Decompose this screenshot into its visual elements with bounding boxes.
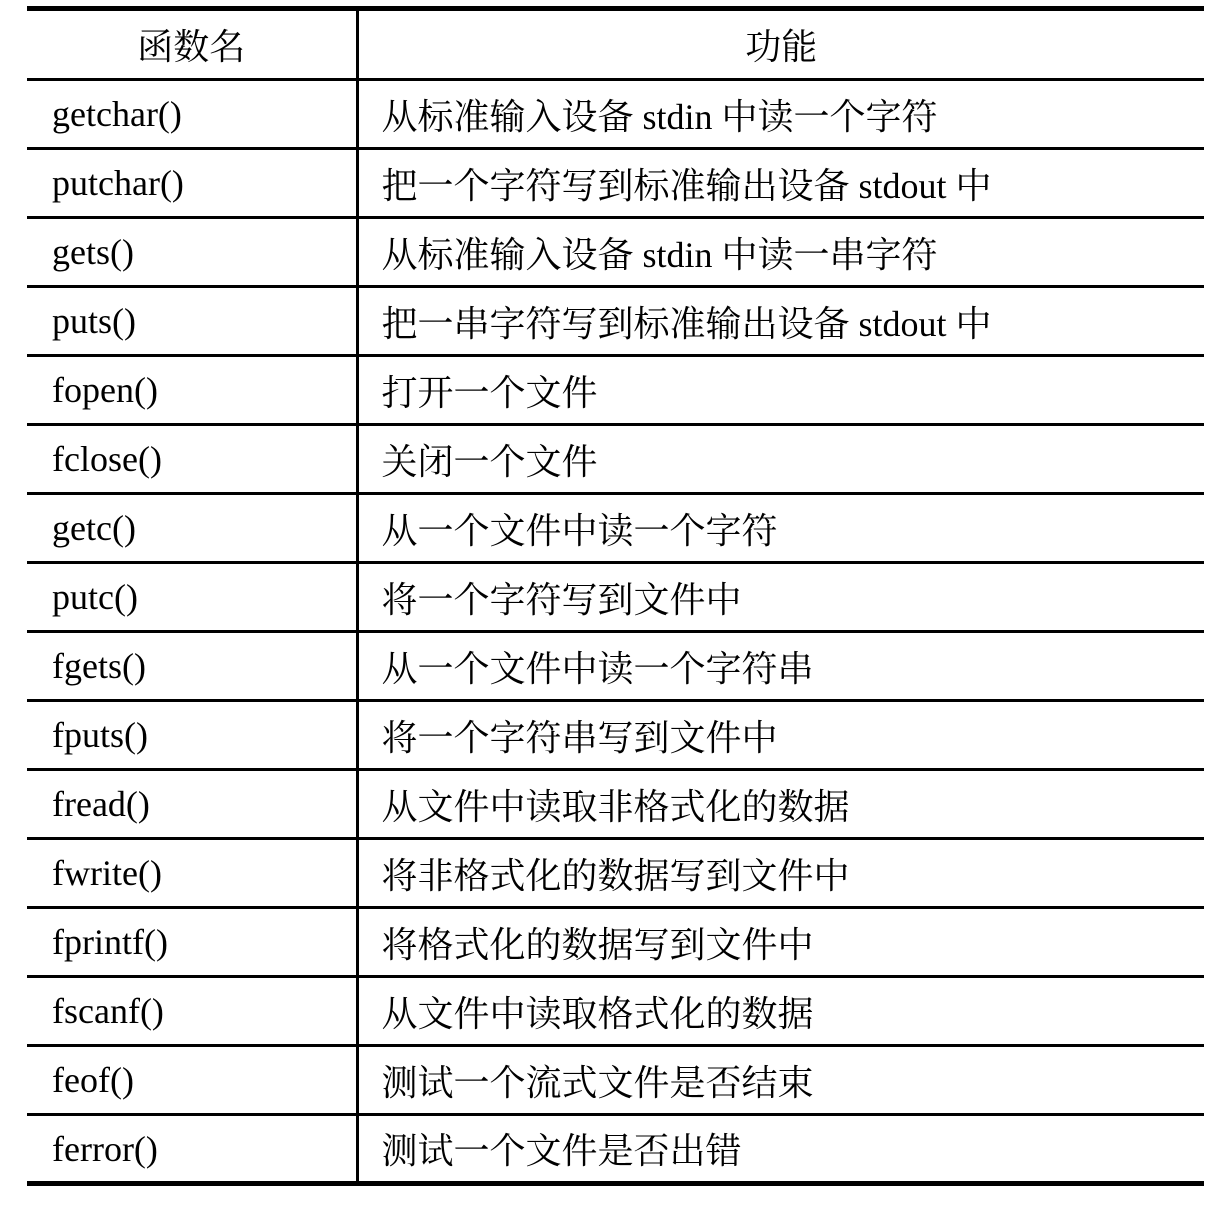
- table-row: [27, 149, 1204, 218]
- function-name-cell: fgets(): [27, 632, 357, 701]
- table-row: [27, 356, 1204, 425]
- function-name-cell: fscanf(): [27, 977, 357, 1046]
- function-description-cell: 从文件中读取非格式化的数据: [357, 770, 1204, 839]
- table-row: [27, 839, 1204, 908]
- table-row: [27, 287, 1204, 356]
- table-row: [27, 425, 1204, 494]
- function-description-cell: 打开一个文件: [357, 356, 1204, 425]
- function-description-cell: 将一个字符写到文件中: [357, 563, 1204, 632]
- function-name-cell: gets(): [27, 218, 357, 287]
- function-name-cell: fopen(): [27, 356, 357, 425]
- table-row: [27, 701, 1204, 770]
- table-row: [27, 80, 1204, 149]
- table-row: [27, 632, 1204, 701]
- function-description-cell: 将非格式化的数据写到文件中: [357, 839, 1204, 908]
- function-name-cell: putchar(): [27, 149, 357, 218]
- function-name-cell: fputs(): [27, 701, 357, 770]
- function-name-cell: feof(): [27, 1046, 357, 1115]
- function-name-cell: getc(): [27, 494, 357, 563]
- function-name-cell: getchar(): [27, 80, 357, 149]
- table-row: [27, 218, 1204, 287]
- table-row: [27, 1046, 1204, 1115]
- function-description-cell: 关闭一个文件: [357, 425, 1204, 494]
- table-row: [27, 908, 1204, 977]
- function-description-cell: 从标准输入设备 stdin 中读一串字符: [357, 218, 1204, 287]
- function-name-cell: fprintf(): [27, 908, 357, 977]
- function-description-cell: 从一个文件中读一个字符串: [357, 632, 1204, 701]
- header-row: [27, 9, 1204, 80]
- table-header: [27, 9, 1204, 80]
- function-name-cell: putc(): [27, 563, 357, 632]
- header-function-name: 函数名: [27, 9, 357, 80]
- table-body: [27, 80, 1204, 1184]
- function-description-cell: 从标准输入设备 stdin 中读一个字符: [357, 80, 1204, 149]
- table-row: [27, 977, 1204, 1046]
- function-name-cell: puts(): [27, 287, 357, 356]
- function-description-cell: 将一个字符串写到文件中: [357, 701, 1204, 770]
- function-description-cell: 测试一个流式文件是否结束: [357, 1046, 1204, 1115]
- function-name-cell: ferror(): [27, 1115, 357, 1184]
- table-row: [27, 1115, 1204, 1184]
- function-table: [27, 6, 1204, 1186]
- function-description-cell: 从文件中读取格式化的数据: [357, 977, 1204, 1046]
- function-name-cell: fwrite(): [27, 839, 357, 908]
- table-row: [27, 563, 1204, 632]
- function-description-cell: 从一个文件中读一个字符: [357, 494, 1204, 563]
- function-description-cell: 把一串字符写到标准输出设备 stdout 中: [357, 287, 1204, 356]
- function-description-cell: 把一个字符写到标准输出设备 stdout 中: [357, 149, 1204, 218]
- table-row: [27, 770, 1204, 839]
- function-name-cell: fclose(): [27, 425, 357, 494]
- function-name-cell: fread(): [27, 770, 357, 839]
- function-description-cell: 测试一个文件是否出错: [357, 1115, 1204, 1184]
- table-row: [27, 494, 1204, 563]
- header-function-description: 功能: [357, 9, 1204, 80]
- function-description-cell: 将格式化的数据写到文件中: [357, 908, 1204, 977]
